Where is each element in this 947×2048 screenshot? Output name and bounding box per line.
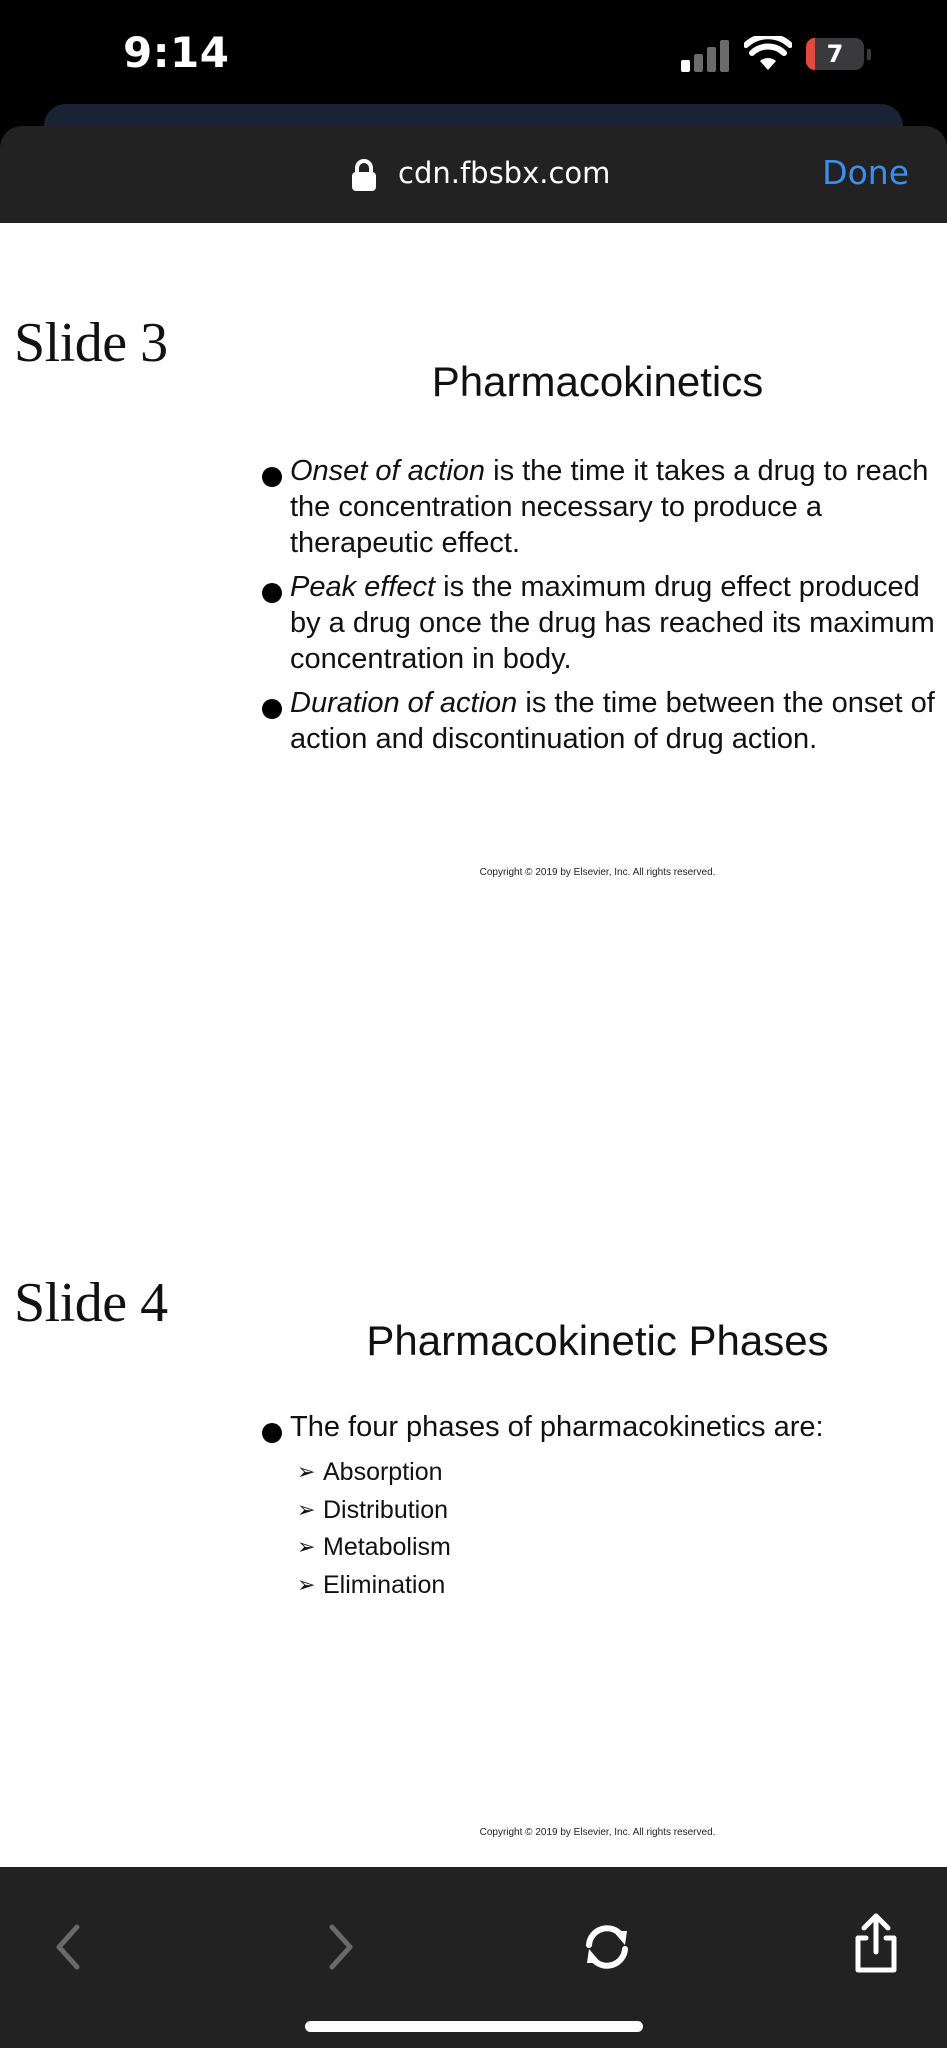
- home-indicator[interactable]: [305, 2021, 643, 2032]
- bullet-list: [258, 1409, 938, 1453]
- bullet-dot: [262, 1423, 282, 1443]
- bullet-dot: [262, 583, 282, 603]
- phase-item: [297, 1529, 451, 1567]
- phase-list: [297, 1454, 451, 1604]
- bullet-item: [258, 685, 938, 757]
- bullet-term: Onset of action: [290, 455, 486, 487]
- bullet-text: is the maximum drug effect produced by a drug once the drug has reached its maximum concentration in body.: [290, 571, 935, 675]
- slide-title: Pharmacokinetic Phases: [366, 1317, 829, 1364]
- phase-item: [297, 1567, 451, 1605]
- slide-label: Slide 4: [14, 1272, 168, 1334]
- bullet-list: [258, 453, 938, 765]
- phase-item: [297, 1492, 451, 1530]
- signal-icon: [681, 38, 731, 72]
- battery-icon: [806, 38, 872, 72]
- wifi-icon: [744, 36, 792, 74]
- bullet-text: The four phases of pharmacokinetics are:: [290, 1411, 824, 1443]
- bullet-dot: [262, 467, 282, 487]
- arrow-bullet-icon: ➢: [297, 1535, 316, 1560]
- phase-item: [297, 1454, 451, 1492]
- url-bar: [0, 126, 947, 223]
- arrow-bullet-icon: ➢: [297, 1572, 316, 1598]
- arrow-bullet-icon: ➢: [297, 1497, 316, 1523]
- reload-icon[interactable]: [567, 1907, 647, 1987]
- bullet-dot: [262, 699, 282, 719]
- copyright-notice: Copyright © 2019 by Elsevier, Inc. All rights reserved.: [479, 1827, 716, 1838]
- bullet-term: Duration of action: [290, 687, 518, 719]
- phase-label: Distribution: [323, 1495, 449, 1524]
- slide-label: Slide 3: [14, 312, 168, 374]
- copyright-notice: Copyright © 2019 by Elsevier, Inc. All rights reserved.: [479, 867, 716, 878]
- lock-icon: [350, 158, 378, 192]
- status-bar: [0, 0, 947, 110]
- bullet-text: is the time between the onset of action and discontinuation of drug action.: [290, 687, 935, 755]
- document-content[interactable]: [0, 223, 947, 1867]
- slide-title: Pharmacokinetics: [431, 358, 764, 405]
- share-icon[interactable]: [836, 1904, 916, 1984]
- back-chevron-icon[interactable]: [29, 1907, 109, 1987]
- forward-chevron-icon[interactable]: [300, 1907, 380, 1987]
- bullet-text: is the time it takes a drug to reach the concentration necessary to produce a therapeutic effect.: [290, 455, 929, 559]
- bullet-item: [258, 1409, 938, 1445]
- phase-label: Metabolism: [323, 1533, 451, 1561]
- url-text[interactable]: cdn.fbsbx.com: [398, 156, 611, 190]
- browser-toolbar: [0, 1867, 947, 2048]
- status-time: 9:14: [123, 28, 230, 77]
- bullet-term: Peak effect: [290, 571, 436, 603]
- done-button[interactable]: Done: [822, 153, 909, 192]
- arrow-bullet-icon: ➢: [297, 1460, 316, 1485]
- bullet-item: [258, 453, 938, 561]
- phase-label: Elimination: [323, 1570, 446, 1599]
- phase-label: Absorption: [323, 1458, 443, 1486]
- battery-level: 7: [826, 40, 844, 68]
- bullet-item: [258, 569, 938, 677]
